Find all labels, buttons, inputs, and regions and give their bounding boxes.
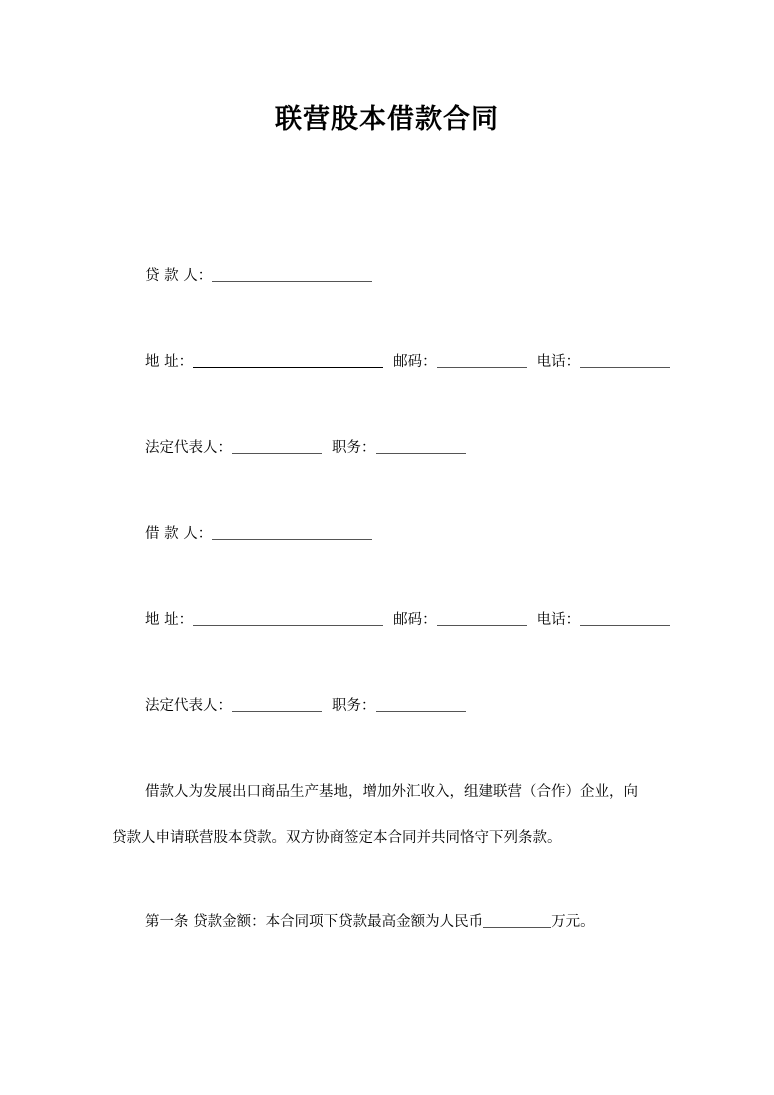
borrower-position-label: 职务： bbox=[332, 698, 376, 714]
borrower-address-field[interactable] bbox=[193, 609, 383, 626]
borrower-address-label: 地 址： bbox=[145, 612, 194, 628]
borrower-name-field[interactable] bbox=[212, 523, 372, 540]
lender-position-field[interactable] bbox=[376, 437, 466, 454]
article-1-suffix: 万元。 bbox=[551, 914, 595, 930]
lender-address-field[interactable] bbox=[193, 351, 383, 368]
borrower-phone-field[interactable] bbox=[580, 609, 670, 626]
borrower-phone-label: 电话： bbox=[536, 612, 581, 628]
lender-address-line bbox=[145, 350, 670, 374]
loan-amount-field[interactable] bbox=[483, 911, 551, 928]
lender-label: 贷 款 人： bbox=[145, 268, 213, 284]
lender-postcode-field[interactable] bbox=[437, 351, 527, 368]
preamble-line-1: 借款人为发展出口商品生产基地，增加外汇收入，组建联营（合作）企业，向 bbox=[145, 784, 638, 800]
lender-rep-field[interactable] bbox=[232, 437, 322, 454]
borrower-address-line bbox=[145, 608, 670, 632]
borrower-postcode-field[interactable] bbox=[437, 609, 527, 626]
borrower-position-field[interactable] bbox=[376, 695, 466, 712]
page-title: 联营股本借款合同 bbox=[275, 104, 499, 135]
borrower-rep-label: 法定代表人： bbox=[145, 698, 232, 714]
lender-position-label: 职务： bbox=[332, 440, 376, 456]
lender-rep-label: 法定代表人： bbox=[145, 440, 232, 456]
borrower-rep-field[interactable] bbox=[232, 695, 322, 712]
lender-address-label: 地 址： bbox=[145, 354, 194, 370]
borrower-postcode-label: 邮码： bbox=[393, 612, 437, 628]
lender-name-line bbox=[145, 264, 372, 288]
borrower-name-line bbox=[145, 522, 372, 546]
lender-name-field[interactable] bbox=[212, 265, 372, 282]
article-1-text: 第一条 贷款金额：本合同项下贷款最高金额为人民币 bbox=[145, 914, 484, 930]
borrower-label: 借 款 人： bbox=[145, 526, 213, 542]
lender-phone-field[interactable] bbox=[580, 351, 670, 368]
preamble-line-2: 贷款人申请联营股本贷款。双方协商签定本合同并共同恪守下列条款。 bbox=[112, 830, 562, 846]
article-1 bbox=[145, 910, 595, 934]
lender-postcode-label: 邮码： bbox=[393, 354, 437, 370]
preamble-paragraph bbox=[112, 780, 660, 850]
lender-rep-line bbox=[145, 436, 466, 460]
borrower-rep-line bbox=[145, 694, 466, 718]
lender-phone-label: 电话： bbox=[536, 354, 581, 370]
